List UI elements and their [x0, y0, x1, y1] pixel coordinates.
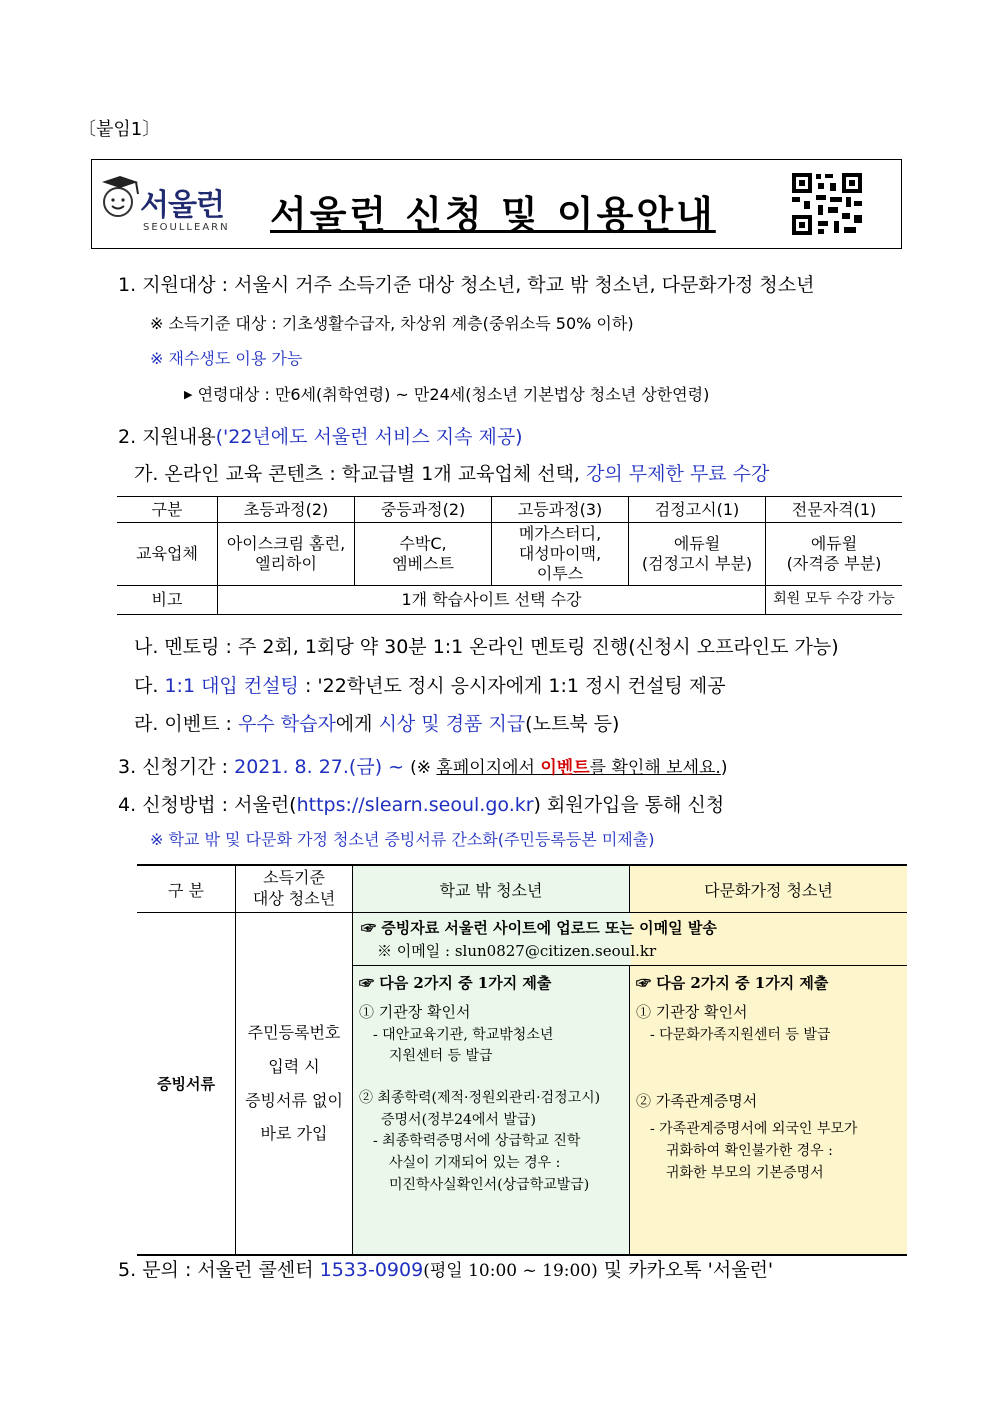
course-cell-line: 에듀윌: [673, 534, 721, 553]
course-cell: [629, 523, 766, 586]
triangle-bullet-icon: ▶: [184, 388, 193, 401]
course-header-cell: 중등과정(2): [355, 497, 492, 523]
doc-header-category: 구 분: [137, 865, 236, 913]
course-cell-line: 엠베스트: [392, 554, 454, 573]
item-ra-mid: 에게: [335, 713, 373, 735]
doc-header-income-line: 소득기준: [263, 868, 325, 888]
section-2: [118, 428, 523, 447]
income-note: ※ 소득기준 대상 : 기초생활수급자, 차상위 계층(중위소득 50% 이하): [150, 314, 634, 333]
doc-row-label: 증빙서류: [137, 913, 236, 1256]
note-suffix: ): [720, 758, 728, 778]
item-ga-highlight: 강의 무제한 무료 수강: [586, 463, 770, 485]
repeat-student-note: ※ 재수생도 이용 가능: [150, 349, 303, 368]
doc-multi-line: - 다문화가족지원센터 등 발급: [650, 1026, 831, 1043]
section-2-number: 2.: [118, 426, 137, 448]
course-note-merged: 1개 학습사이트 선택 수강: [218, 586, 766, 615]
course-table-row: [117, 523, 902, 586]
call-center-phone: 1533-0909: [319, 1259, 424, 1281]
course-cell-line: 아이스크림 홈런,: [226, 534, 346, 553]
doc-header-multicultural: 다문화가정 청소년: [630, 865, 908, 913]
call-center-hours: (평일 10:00 ~ 19:00): [423, 1261, 598, 1281]
course-cell-line: 수박C,: [399, 534, 447, 553]
section-1-label: 지원대상: [142, 274, 216, 296]
logo-name: 서울런: [140, 188, 224, 223]
doc-out-line: - 대안교육기관, 학교밖청소년: [373, 1026, 554, 1043]
course-cell-line: 이투스: [536, 564, 584, 583]
document-table: [137, 864, 907, 1256]
doc-income-cell: [236, 913, 353, 1256]
course-header-cell: 전문자격(1): [766, 497, 903, 523]
item-ra-end: (노트북 등): [525, 713, 620, 735]
section-4-colon: :: [221, 794, 229, 816]
course-cell-line: 에듀윌: [810, 534, 858, 553]
course-row-label: 교육업체: [117, 523, 218, 586]
document-table-header-row: [137, 865, 907, 913]
document-table-row: [137, 913, 907, 966]
section-5-colon: :: [184, 1259, 192, 1281]
item-da-text: : '22학년도 정시 응시자에게 1:1 정시 컨설팅 제공: [304, 675, 726, 697]
doc-out-of-school-cell: [353, 966, 630, 1256]
doc-header-income-line: 대상 청소년: [252, 889, 336, 908]
doc-common-cell: [353, 913, 908, 966]
section-1-number: 1.: [118, 274, 137, 296]
course-cell-line: 대성마이맥,: [518, 544, 602, 563]
course-cell: [355, 523, 492, 586]
doc-multi-line: ① 기관장 확인서: [636, 1003, 748, 1022]
note-event: 이벤트: [540, 758, 590, 778]
application-date: 2021. 8. 27.(금) ~: [234, 756, 405, 778]
doc-header-out-of-school: 학교 밖 청소년: [353, 865, 630, 913]
doc-income-line: 바로 가입: [260, 1124, 328, 1144]
course-note-label: 비고: [117, 586, 218, 615]
course-cell: [492, 523, 629, 586]
section-4-suffix: ) 회원가입을 통해 신청: [533, 794, 725, 816]
item-ga: [134, 465, 769, 484]
course-header-cell: 검정고시(1): [629, 497, 766, 523]
section-2-label: 지원내용: [142, 426, 216, 448]
doc-out-line: ① 기관장 확인서: [359, 1003, 471, 1022]
logo-text: [140, 180, 224, 224]
item-ra-highlight-2: 시상 및 경품 지급: [378, 713, 526, 735]
section-3-note: [410, 758, 727, 778]
section-5: [118, 1261, 773, 1280]
item-ra-highlight-1: 우수 학습자: [237, 713, 336, 735]
doc-income-line: 주민등록번호: [247, 1023, 341, 1043]
course-header-cell: 구분: [117, 497, 218, 523]
course-cell-line: (자격증 부분): [786, 554, 882, 573]
doc-common-line-2: ※ 이메일 : slun0827@citizen.seoul.kr: [377, 942, 657, 961]
item-da-prefix: 다.: [134, 675, 159, 697]
section-3: [118, 758, 727, 777]
section-4-label: 신청방법: [142, 794, 216, 816]
doc-out-line: 증명서(정부24에서 발급): [381, 1111, 536, 1128]
course-cell-line: 엘리하이: [255, 554, 317, 573]
document-simplification-note: ※ 학교 밖 및 다문화 가정 청소년 증빙서류 간소화(주민등록등본 미제출): [150, 830, 655, 849]
section-3-label: 신청기간: [142, 756, 216, 778]
note-check: 를 확인해 보세요.: [589, 758, 721, 778]
page-title: 서울런 신청 및 이용안내: [270, 193, 716, 237]
course-cell: [766, 523, 903, 586]
doc-income-line: 입력 시: [268, 1056, 320, 1076]
item-da: [134, 677, 726, 696]
attachment-label: 〔붙임1〕: [78, 119, 161, 140]
note-homepage: 홈페이지에서: [436, 758, 535, 778]
item-da-highlight: 1:1 대입 컨설팅: [164, 675, 299, 697]
item-ga-text: 가. 온라인 교육 콘텐츠 : 학교급별 1개 교육업체 선택,: [134, 463, 580, 485]
kakaotalk-contact: 및 카카오톡 '서울런': [603, 1259, 774, 1281]
doc-out-head: ☞ 다음 2가지 중 1가지 제출: [359, 974, 552, 992]
course-header-cell: 초등과정(2): [218, 497, 355, 523]
course-table-header-row: [117, 497, 902, 523]
age-note-text: 연령대상 : 만6세(취학연령) ~ 만24세(청소년 기본법상 청소년 상한연령): [197, 385, 710, 404]
note-prefix: (※: [410, 758, 432, 778]
doc-header-income: [236, 865, 353, 913]
section-3-colon: :: [221, 756, 229, 778]
doc-out-line: 사실이 기재되어 있는 경우 :: [389, 1154, 561, 1171]
course-cell-line: (검정고시 부분): [641, 554, 753, 573]
item-na: 나. 멘토링 : 주 2회, 1회당 약 30분 1:1 온라인 멘토링 진행(신청시 오프라인도 가능): [134, 636, 839, 658]
section-3-number: 3.: [118, 756, 137, 778]
section-4-number: 4.: [118, 794, 137, 816]
doc-multi-head: ☞ 다음 2가지 중 1가지 제출: [636, 974, 829, 992]
section-5-label: 문의: [142, 1259, 179, 1281]
section-4: [118, 796, 724, 815]
doc-multi-line: 귀화한 부모의 기본증명서: [666, 1164, 824, 1181]
item-ra: [134, 715, 619, 734]
age-note: [184, 387, 709, 403]
course-table: [117, 496, 902, 615]
doc-multicultural-cell: [630, 966, 908, 1256]
qr-code-icon: [790, 171, 864, 237]
course-table-note-row: [117, 586, 902, 615]
doc-out-line: - 최종학력증명서에 상급학교 진학: [373, 1133, 581, 1150]
doc-common-line-1: ☞ 증빙자료 서울런 사이트에 업로드 또는 이메일 발송: [361, 919, 717, 937]
logo-subtext: SEOULLEARN: [143, 222, 230, 233]
doc-out-line: 지원센터 등 발급: [389, 1048, 493, 1065]
doc-multi-line: - 가족관계증명서에 외국인 부모가: [650, 1121, 858, 1138]
call-center-label: 서울런 콜센터: [197, 1259, 314, 1281]
doc-income-line: 증빙서류 없이: [245, 1090, 343, 1110]
doc-out-line: ② 최종학력(제적·정원외관리·검정고시): [359, 1089, 601, 1106]
section-2-highlight: ('22년에도 서울런 서비스 지속 제공): [215, 426, 523, 448]
course-note-last: 회원 모두 수강 가능: [766, 586, 903, 615]
section-1-colon: :: [221, 274, 229, 296]
item-ra-prefix: 라. 이벤트 :: [134, 713, 232, 735]
section-4-prefix: 서울런(: [234, 794, 297, 816]
section-1-text: 서울시 거주 소득기준 대상 청소년, 학교 밖 청소년, 다문화가정 청소년: [234, 274, 815, 296]
course-header-cell: 고등과정(3): [492, 497, 629, 523]
seoullearn-link[interactable]: https://slearn.seoul.go.kr: [296, 794, 534, 816]
course-cell: [218, 523, 355, 586]
doc-out-line: 미진학사실확인서(상급학교발급): [389, 1176, 590, 1193]
course-cell-line: 메가스터디,: [518, 524, 602, 543]
section-5-number: 5.: [118, 1259, 137, 1281]
doc-multi-line: ② 가족관계증명서: [636, 1092, 758, 1111]
section-1: [118, 276, 814, 295]
doc-multi-line: 귀화하여 확인불가한 경우 :: [666, 1143, 833, 1160]
